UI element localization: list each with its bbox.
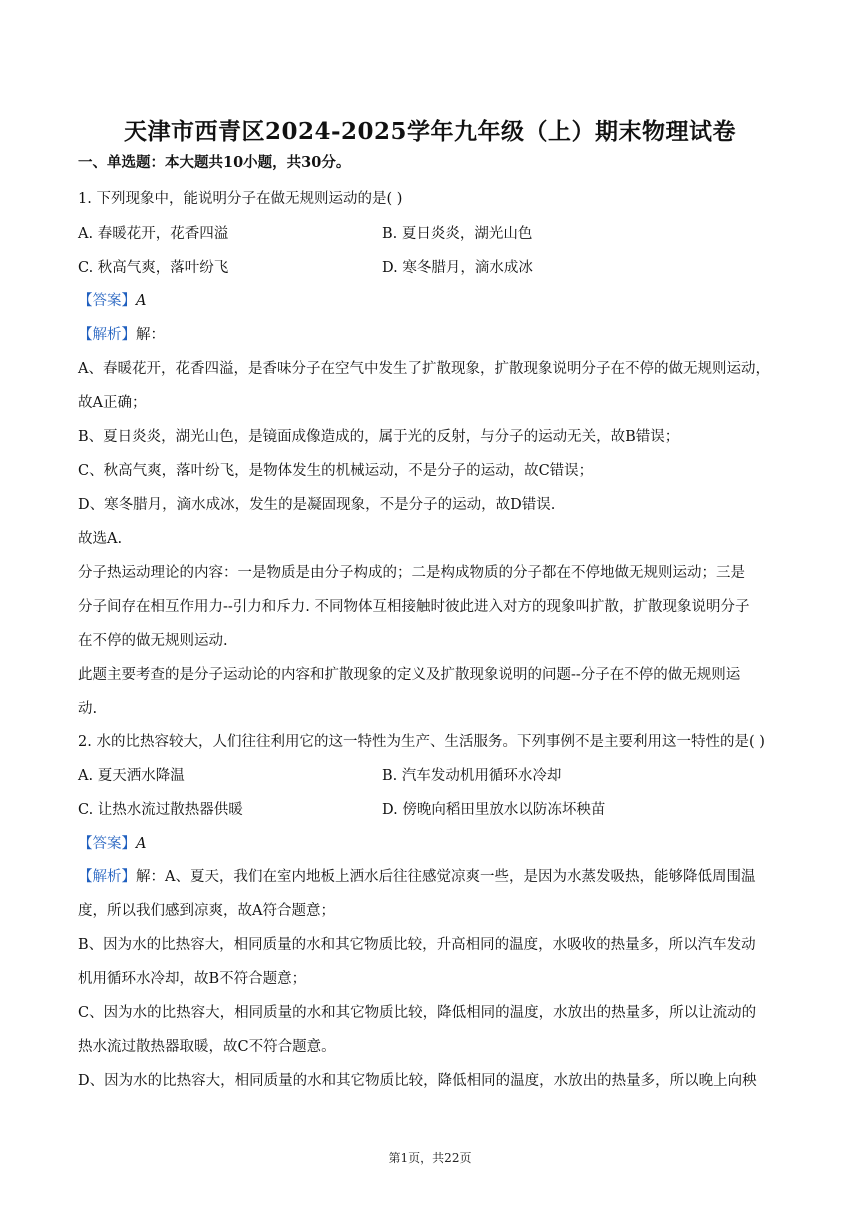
page-footer: 第1页，共22页 bbox=[388, 1151, 472, 1165]
q1-option-a: A. 春暖花开，花香四溢 bbox=[78, 226, 229, 242]
analysis-intro: 解： bbox=[136, 327, 165, 343]
q1-answer bbox=[78, 291, 786, 311]
section-heading: 一、单选题：本大题共10小题，共30分。 bbox=[78, 154, 351, 171]
q2-option-a: A. 夏天洒水降温 bbox=[78, 768, 185, 784]
q2-analysis-line: D、因为水的比热容大，相同质量的水和其它物质比较，降低相同的温度，水放出的热量多，所以晚上向秧 bbox=[78, 1073, 757, 1089]
q1-option-c: C. 秋高气爽，落叶纷飞 bbox=[78, 260, 229, 276]
answer-label: 【答案】 bbox=[78, 836, 136, 852]
exam-title: 天津市西青区2024-2025学年九年级（上）期末物理试卷 bbox=[123, 118, 737, 145]
q2-analysis-line: C、因为水的比热容大，相同质量的水和其它物质比较，降低相同的温度，水放出的热量多，所以让流动的 bbox=[78, 1005, 757, 1021]
q1-analysis-line: D、寒冬腊月，滴水成冰，发生的是凝固现象，不是分子的运动，故D错误. bbox=[78, 497, 556, 513]
q2-analysis-line: B、因为水的比热容大，相同质量的水和其它物质比较，升高相同的温度，水吸收的热量多，所以汽车发动 bbox=[78, 937, 756, 953]
question-1-stem: 1. 下列现象中，能说明分子在做无规则运动的是( ) bbox=[78, 191, 403, 207]
q1-analysis-header bbox=[78, 325, 786, 345]
answer-value: A bbox=[136, 836, 147, 852]
q1-analysis-line: C、秋高气爽，落叶纷飞，是物体发生的机械运动，不是分子的运动，故C错误； bbox=[78, 463, 594, 479]
q1-analysis-line: 此题主要考查的是分子运动论的内容和扩散现象的定义及扩散现象说明的问题--分子在不停的做无规则运 bbox=[78, 667, 741, 683]
analysis-label: 【解析】 bbox=[78, 327, 136, 343]
q1-option-b: B. 夏日炎炎，湖光山色 bbox=[382, 226, 533, 242]
q2-option-c: C. 让热水流过散热器供暖 bbox=[78, 802, 243, 818]
q1-analysis-line: 动. bbox=[78, 701, 98, 717]
q1-analysis-line: 分子间存在相互作用力--引力和斥力. 不同物体互相接触时彼此进入对方的现象叫扩散，扩散现象说明分子 bbox=[78, 599, 750, 615]
analysis-first-line: 解：A、夏天，我们在室内地板上洒水后往往感觉凉爽一些，是因为水蒸发吸热，能够降低周围温 bbox=[136, 869, 756, 885]
q2-analysis-header bbox=[78, 867, 786, 887]
q1-analysis-line: A、春暖花开，花香四溢，是香味分子在空气中发生了扩散现象，扩散现象说明分子在不停的做无规则运动， bbox=[78, 361, 770, 377]
answer-label: 【答案】 bbox=[78, 293, 136, 309]
q1-analysis-line: 在不停的做无规则运动. bbox=[78, 633, 228, 649]
analysis-label: 【解析】 bbox=[78, 869, 136, 885]
q2-option-b: B. 汽车发动机用循环水冷却 bbox=[382, 768, 562, 784]
question-2-stem: 2. 水的比热容较大，人们往往利用它的这一特性为生产、生活服务。下列事例不是主要利用这一特性的是( ) bbox=[78, 734, 765, 750]
q2-answer bbox=[78, 834, 786, 854]
q2-option-d: D. 傍晚向稻田里放水以防冻坏秧苗 bbox=[382, 802, 606, 818]
q2-analysis-line: 机用循环水冷却，故B不符合题意； bbox=[78, 971, 307, 987]
q2-analysis-line: 度，所以我们感到凉爽，故A符合题意； bbox=[78, 903, 335, 919]
q1-analysis-line: 故选A. bbox=[78, 531, 123, 547]
q1-analysis-line: 分子热运动理论的内容：一是物质是由分子构成的；二是构成物质的分子都在不停地做无规则运动；三是 bbox=[78, 565, 745, 581]
q2-analysis-line: 热水流过散热器取暖，故C不符合题意。 bbox=[78, 1039, 336, 1055]
q1-analysis-line: 故A正确； bbox=[78, 395, 147, 411]
answer-value: A bbox=[136, 293, 147, 309]
q1-analysis-line: B、夏日炎炎，湖光山色，是镜面成像造成的，属于光的反射，与分子的运动无关，故B错误； bbox=[78, 429, 680, 445]
q1-option-d: D. 寒冬腊月，滴水成冰 bbox=[382, 260, 533, 276]
